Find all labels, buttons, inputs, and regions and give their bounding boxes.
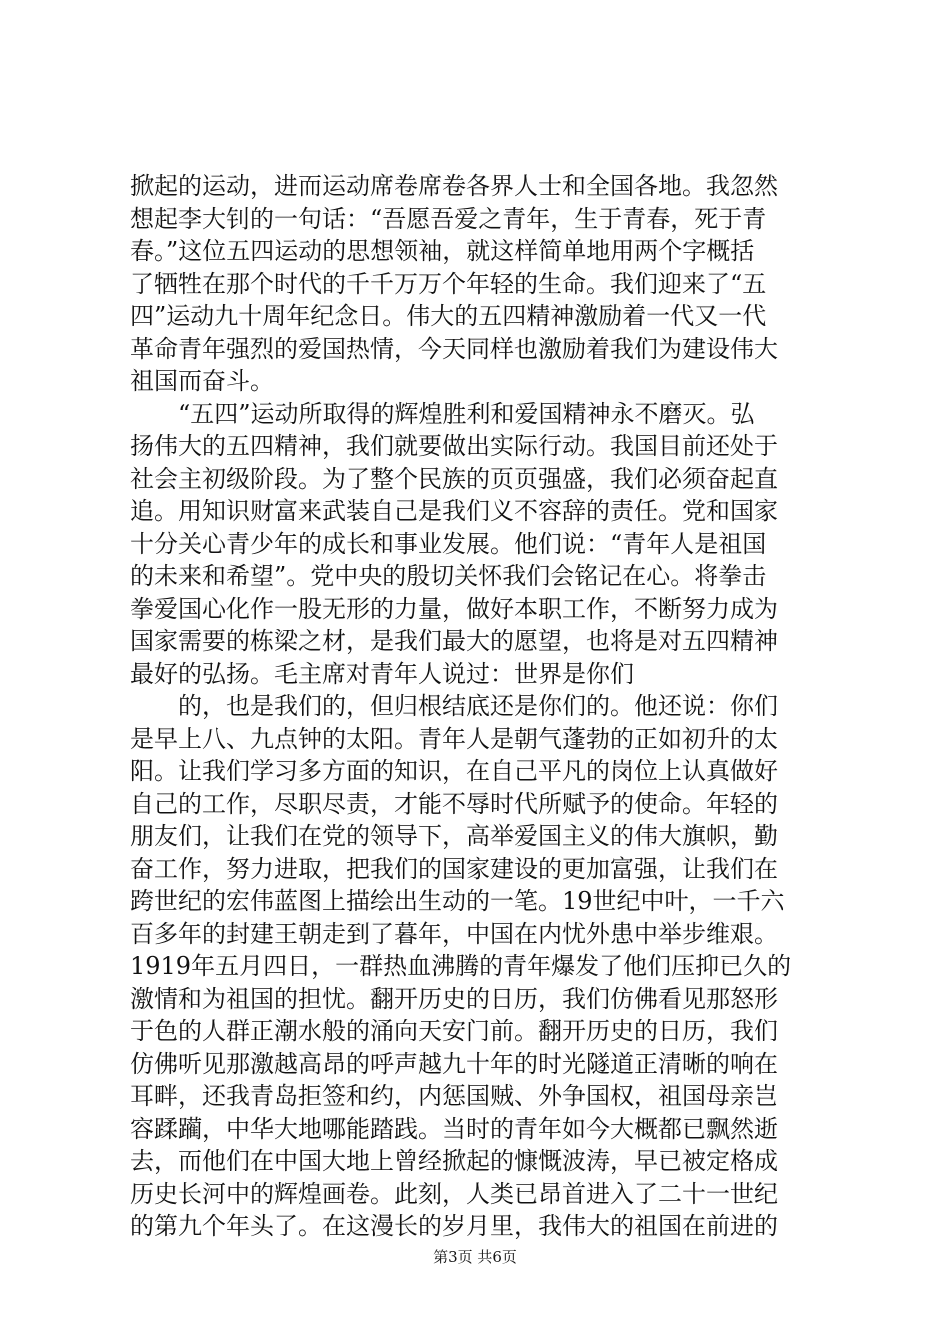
text-line: 想起李大钊的一句话：“吾愿吾爱之青年，生于青春，死于青: [130, 204, 767, 233]
page-number-footer: 第3页 共6页: [433, 1248, 517, 1266]
text-line: 去，而他们在中国大地上曾经掀起的慷慨波涛，早已被定格成: [130, 1147, 778, 1175]
text-line: 四”运动九十周年纪念日。伟大的五四精神激励着一代又一代: [130, 302, 767, 330]
text-line: 的未来和希望”。党中央的殷切关怀我们会铭记在心。将拳击: [130, 562, 767, 590]
text-line: 最好的弘扬。毛主席对青年人说过：世界是你们: [130, 659, 634, 688]
text-line: 阳。让我们学习多方面的知识，在自己平凡的岗位上认真做好: [130, 757, 778, 785]
text-line: 容蹂躏，中华大地哪能踏践。当时的青年如今大概都已飘然逝: [130, 1114, 778, 1143]
text-line: 国家需要的栋梁之材，是我们最大的愿望，也将是对五四精神: [130, 627, 778, 655]
text-line: 1919年五月四日，一群热血沸腾的青年爆发了他们压抑已久的: [130, 952, 792, 980]
text-line: 了牺牲在那个时代的千千万万个年轻的生命。我们迎来了“五: [130, 269, 767, 298]
text-line: 扬伟大的五四精神，我们就要做出实际行动。我国目前还处于: [130, 432, 778, 460]
text-line: 朋友们，让我们在党的领导下，高举爱国主义的伟大旗帜，勤: [130, 822, 778, 850]
document-body: [130, 170, 830, 1243]
text-line: 耳畔，还我青岛拒签和约，内惩国贼、外争国权，祖国母亲岂: [130, 1082, 778, 1110]
text-line: 跨世纪的宏伟蓝图上描绘出生动的一笔。19世纪中叶，一千六: [130, 887, 785, 915]
text-line: 百多年的封建王朝走到了暮年，中国在内忧外患中举步维艰。: [130, 919, 778, 948]
text-line: 是早上八、九点钟的太阳。青年人是朝气蓬勃的正如初升的太: [130, 724, 778, 753]
text-line: 于色的人群正潮水般的涌向天安门前。翻开历史的日历，我们: [130, 1017, 778, 1045]
text-line: 自己的工作，尽职尽责，才能不辱时代所赋予的使命。年轻的: [130, 789, 778, 818]
text-line: 革命青年强烈的爱国热情，今天同样也激励着我们为建设伟大: [130, 334, 778, 363]
paragraph-start-line: “五四”运动所取得的辉煌胜利和爱国精神永不磨灭。弘: [178, 399, 755, 428]
text-line: 十分关心青少年的成长和事业发展。他们说：“青年人是祖国: [130, 529, 767, 558]
text-line: 的第九个年头了。在这漫长的岁月里，我伟大的祖国在前进的: [130, 1212, 778, 1240]
text-line: 掀起的运动，进而运动席卷席卷各界人士和全国各地。我忽然: [130, 172, 778, 200]
paragraph-start-line: 的，也是我们的，但归根结底还是你们的。他还说：你们: [178, 692, 778, 720]
text-line: 历史长河中的辉煌画卷。此刻，人类已昂首进入了二十一世纪: [130, 1179, 778, 1208]
text-line: 社会主初级阶段。为了整个民族的页页强盛，我们必须奋起直: [130, 464, 778, 493]
text-line: 仿佛听见那激越高昂的呼声越九十年的时光隧道正清晰的响在: [130, 1049, 778, 1078]
text-line: 春。”这位五四运动的思想领袖，就这样简单地用两个字概括: [130, 237, 755, 265]
text-line: 拳爱国心化作一股无形的力量，做好本职工作，不断努力成为: [130, 594, 778, 623]
text-line: 奋工作，努力进取，把我们的国家建设的更加富强，让我们在: [130, 854, 778, 883]
text-line: 激情和为祖国的担忧。翻开历史的日历，我们仿佛看见那怒形: [130, 984, 778, 1013]
text-line: 追。用知识财富来武装自己是我们义不容辞的责任。党和国家: [130, 497, 778, 525]
text-line: 祖国而奋斗。: [130, 367, 274, 395]
